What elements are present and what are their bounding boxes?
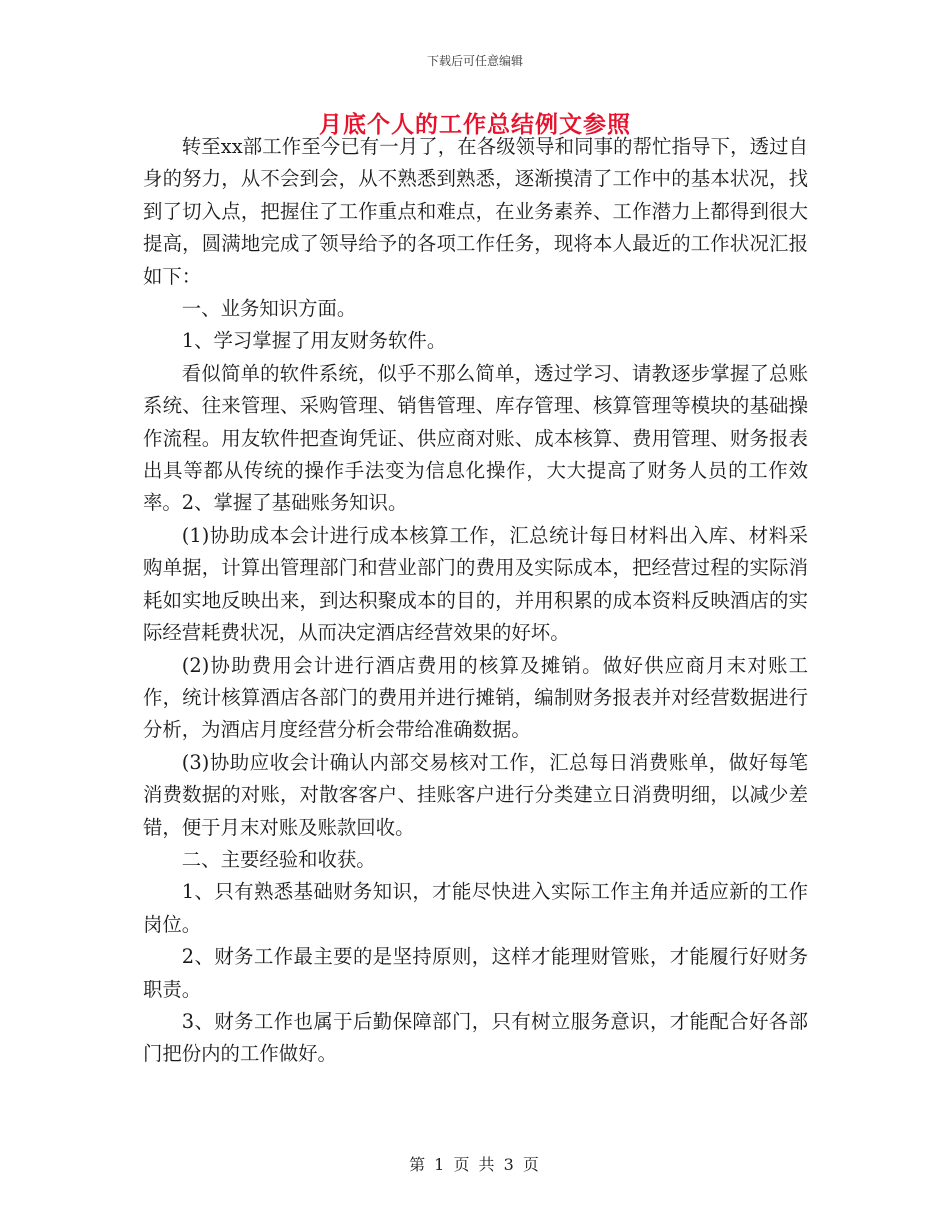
paragraph-intro: 转至xx部工作至今已有一月了，在各级领导和同事的帮忙指导下，透过自身的努力，从不会到会，从不熟悉到熟悉，逐渐摸清了工作中的基本状况，找到了切入点，把握住了工作重点和难点，在业务素养、工作潜力上都得到很大提高，圆满地完成了领导给予的各项工作任务，现将本人最近的工作状况汇报如下：: [143, 135, 808, 288]
page-number-footer: 第 1 页 共 3 页: [409, 1155, 541, 1174]
document-body: [143, 131, 808, 1071]
page-header: 下载后可任意编辑: [426, 54, 523, 68]
document-title: 月底个人的工作总结例文参照: [319, 111, 631, 138]
paragraph-expense-accounting: (2)协助费用会计进行酒店费用的核算及摊销。做好供应商月末对账工作，统计核算酒店各部门的费用并进行摊销，编制财务报表并对经营数据进行分析，为酒店月度经营分析会带给准确数据。: [143, 653, 808, 742]
paragraph-experience-1: 1、只有熟悉基础财务知识，才能尽快进入实际工作主角并适应新的工作岗位。: [143, 880, 808, 936]
paragraph-experience-2: 2、财务工作最主要的是坚持原则，这样才能理财管账，才能履行好财务职责。: [143, 945, 808, 1001]
paragraph-experience-3: 3、财务工作也属于后勤保障部门，只有树立服务意识，才能配合好各部门把份内的工作做好。: [143, 1009, 808, 1066]
subheading-software: 1、学习掌握了用友财务软件。: [181, 329, 447, 353]
paragraph-cost-accounting: (1)协助成本会计进行成本核算工作，汇总统计每日材料出入库、材料采购单据，计算出管理部门和营业部门的费用及实际成本，把经营过程的实际消耗如实地反映出来，到达积聚成本的目的，并用积累的成本资料反映酒店的实际经营耗费状况，从而决定酒店经营效果的好坏。: [143, 523, 808, 645]
section-heading-business-knowledge: 一、业务知识方面。: [181, 297, 357, 321]
paragraph-receivables: (3)协助应收会计确认内部交易核对工作，汇总每日消费账单，做好每笔消费数据的对账，对散客客户、挂账客户进行分类建立日消费明细，以减少差错，便于月末对账及账款回收。: [143, 750, 808, 839]
paragraph-software: 看似简单的软件系统，似乎不那么简单，透过学习、请教逐步掌握了总账系统、往来管理、采购管理、销售管理、库存管理、核算管理等模块的基础操作流程。用友软件把查询凭证、供应商对账、成本核算、费用管理、财务报表出具等都从传统的操作手法变为信息化操作，大大提高了财务人员的工作效率。2、掌握了基础账务知识。: [143, 361, 808, 515]
section-heading-experience: 二、主要经验和收获。: [181, 847, 376, 871]
